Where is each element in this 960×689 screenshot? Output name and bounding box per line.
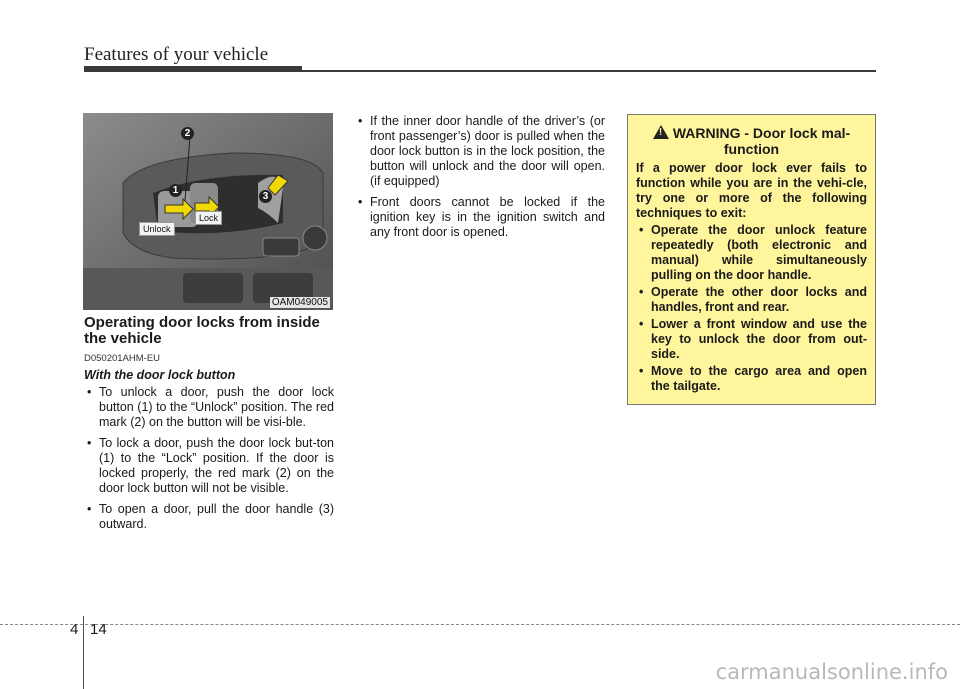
figure-code: OAM049005: [271, 297, 328, 308]
warning-intro: If a power door lock ever fails to function while you are in the vehi-cle, try one or more of the following techniques to exit:: [636, 161, 867, 220]
subheading: With the door lock button: [84, 368, 236, 382]
header-rule: [302, 70, 876, 72]
warning-heading-text: WARNING - Door lock mal-function: [672, 125, 851, 157]
instruction-list: [84, 385, 334, 532]
warning-list: [636, 223, 867, 394]
page-header-title: Features of your vehicle: [84, 44, 269, 65]
left-column: [84, 315, 334, 538]
list-item: • Operate the door unlock feature repeatedly (both electronic and manual) while simultaneously pulling on the door handle.: [636, 223, 867, 283]
unlock-label: Unlock: [139, 222, 175, 236]
footer-divider: [83, 616, 84, 689]
section-code: D050201AHM-EU: [84, 353, 161, 364]
list-item: • Operate the other door locks and handles, front and rear.: [636, 285, 867, 315]
list-item: • Lower a front window and use the key to unlock the door from out-side.: [636, 317, 867, 362]
header-bar: [84, 66, 302, 72]
notes-list: [355, 114, 605, 240]
callout-number-1: 1: [169, 184, 182, 197]
footer-dotted-rule: [0, 624, 960, 625]
door-lock-figure: [83, 113, 333, 310]
section-title: Operating door locks from inside the vehicle: [84, 314, 320, 347]
list-item: • Move to the cargo area and open the tailgate.: [636, 364, 867, 394]
lock-label: Lock: [195, 211, 222, 225]
list-item: • If the inner door handle of the driver’s (or front passenger’s) door is pulled when the door lock button is in the lock position, the button will unlock and the door will open. (if equipped): [355, 114, 605, 189]
list-item: • To unlock a door, push the door lock button (1) to the “Unlock” position. The red mark (2) on the button will be visi-ble.: [84, 385, 334, 430]
warning-icon: !: [653, 125, 669, 139]
warning-heading: [636, 125, 867, 157]
list-item: • Front doors cannot be locked if the ignition key is in the ignition switch and any front door is opened.: [355, 195, 605, 240]
chapter-number: 4: [70, 621, 79, 638]
page-number: 14: [90, 621, 107, 638]
middle-column: [355, 114, 605, 246]
callout-number-3: 3: [259, 190, 272, 203]
list-item: • To open a door, pull the door handle (3) outward.: [84, 502, 334, 532]
watermark: carmanualsonline.info: [715, 660, 948, 684]
callout-number-2: 2: [181, 127, 194, 140]
warning-box: [627, 114, 876, 405]
list-item: • To lock a door, push the door lock but-ton (1) to the “Lock” position. If the door is locked properly, the red mark (2) on the door lock button will not be visible.: [84, 436, 334, 496]
